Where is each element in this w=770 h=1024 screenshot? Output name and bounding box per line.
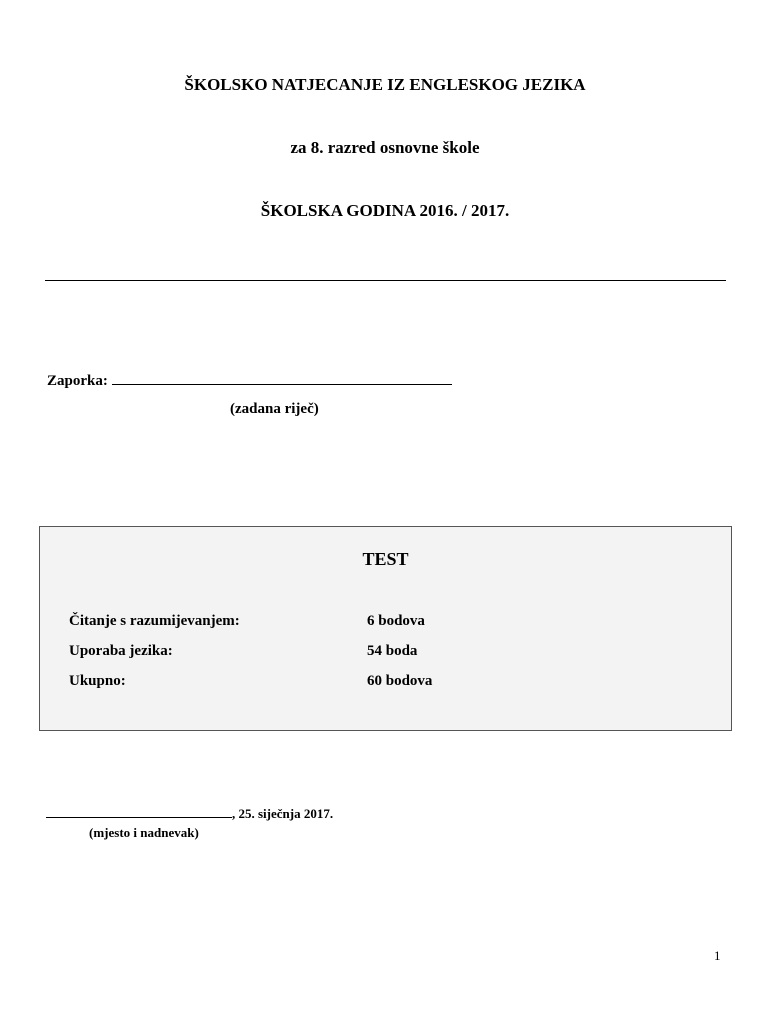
- date-text: , 25. siječnja 2017.: [232, 806, 334, 821]
- score-row-total: [69, 673, 432, 690]
- horizontal-divider: [45, 280, 726, 281]
- password-blank-field[interactable]: [112, 371, 452, 385]
- score-label: Čitanje s razumijevanjem:: [69, 613, 240, 629]
- score-value: 6 bodova: [367, 613, 425, 629]
- test-heading: TEST: [362, 549, 409, 569]
- score-value: 54 boda: [367, 643, 418, 659]
- score-row-reading: [69, 613, 425, 630]
- password-line: [47, 371, 452, 390]
- password-hint: (zadana riječ): [230, 401, 319, 417]
- school-year: ŠKOLSKA GODINA 2016. / 2017.: [260, 201, 510, 220]
- document-title: ŠKOLSKO NATJECANJE IZ ENGLESKOG JEZIKA: [184, 75, 586, 94]
- score-label: Ukupno:: [69, 673, 126, 689]
- page-number: 1: [714, 948, 721, 963]
- test-score-box: [39, 526, 732, 731]
- password-label: Zaporka:: [47, 373, 108, 389]
- score-label: Uporaba jezika:: [69, 643, 173, 659]
- place-date-line: [46, 806, 333, 822]
- score-value: 60 bodova: [367, 673, 433, 689]
- document-subtitle: za 8. razred osnovne škole: [290, 138, 480, 157]
- place-date-hint: (mjesto i nadnevak): [89, 825, 199, 840]
- place-blank-field[interactable]: [46, 806, 232, 818]
- score-row-language-use: [69, 643, 417, 660]
